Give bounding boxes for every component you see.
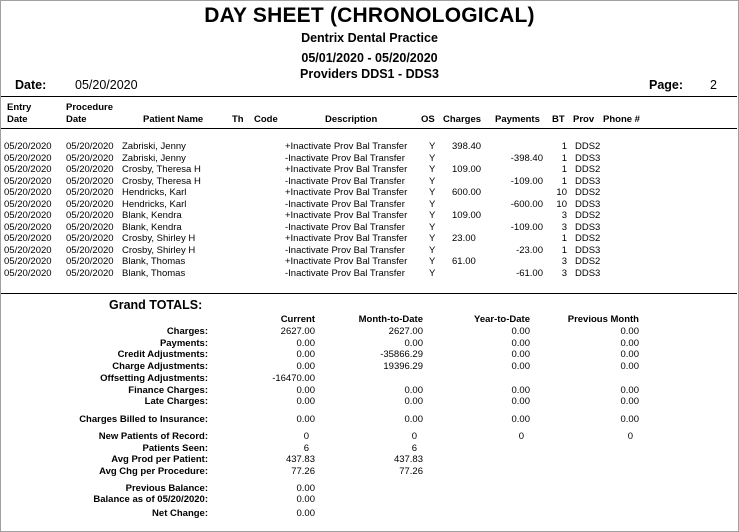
row-patient-name: Crosby, Shirley H bbox=[122, 233, 196, 244]
totals-label: New Patients of Record: bbox=[98, 431, 208, 442]
report-title: DAY SHEET (CHRONOLOGICAL) bbox=[204, 4, 535, 27]
row-entry-date: 05/20/2020 bbox=[4, 256, 52, 267]
total-month-to-date: 0.00 bbox=[404, 338, 423, 349]
row-os: Y bbox=[429, 210, 436, 221]
table-row bbox=[0, 141, 739, 153]
row-procedure-date: 05/20/2020 bbox=[66, 210, 114, 221]
row-os: Y bbox=[429, 198, 436, 210]
totals-row bbox=[0, 454, 739, 466]
col-procedure: Procedure bbox=[66, 102, 113, 113]
row-bt: 3 bbox=[561, 256, 567, 267]
total-year-to-date: 0.00 bbox=[511, 414, 530, 425]
row-description: -Inactivate Prov Bal Transfer bbox=[285, 267, 405, 279]
total-month-to-date: 77.26 bbox=[399, 466, 423, 477]
row-patient-name: Crosby, Theresa H bbox=[122, 164, 201, 175]
col-charges: Charges bbox=[443, 114, 482, 125]
row-description: +Inactivate Prov Bal Transfer bbox=[285, 164, 408, 175]
totals-row bbox=[0, 349, 739, 361]
row-procedure-date: 05/20/2020 bbox=[66, 267, 114, 279]
row-bt: 1 bbox=[561, 164, 567, 175]
row-payments: -61.00 bbox=[516, 267, 543, 279]
row-bt: 1 bbox=[561, 244, 567, 256]
total-previous-month: 0 bbox=[627, 431, 633, 442]
col-payments: Payments bbox=[495, 114, 540, 125]
row-patient-name: Hendricks, Karl bbox=[122, 187, 187, 198]
total-current: 2627.00 bbox=[280, 326, 315, 337]
total-month-to-date: -35866.29 bbox=[380, 349, 423, 360]
total-current: 0.00 bbox=[296, 338, 315, 349]
row-procedure-date: 05/20/2020 bbox=[66, 141, 114, 152]
row-provider: DDS2 bbox=[575, 141, 601, 152]
row-procedure-date: 05/20/2020 bbox=[66, 221, 114, 233]
divider-top bbox=[1, 96, 737, 97]
total-previous-month: 0.00 bbox=[620, 414, 639, 425]
total-month-to-date: 0.00 bbox=[404, 414, 423, 425]
total-previous-month: 0.00 bbox=[620, 361, 639, 372]
table-row bbox=[0, 187, 739, 199]
row-description: -Inactivate Prov Bal Transfer bbox=[285, 244, 405, 256]
total-previous-month: 0.00 bbox=[620, 349, 639, 360]
totals-label: Payments: bbox=[159, 338, 208, 349]
row-os: Y bbox=[429, 141, 436, 152]
row-payments: -109.00 bbox=[510, 175, 543, 187]
total-current: 437.83 bbox=[285, 454, 315, 465]
row-patient-name: Blank, Thomas bbox=[122, 267, 186, 279]
row-os: Y bbox=[429, 233, 436, 244]
row-charges: 109.00 bbox=[452, 164, 482, 175]
row-provider: DDS3 bbox=[575, 244, 601, 256]
divider-header bbox=[1, 128, 737, 129]
total-year-to-date: 0.00 bbox=[511, 349, 530, 360]
row-os: Y bbox=[429, 267, 436, 279]
totals-row bbox=[0, 396, 739, 408]
table-row bbox=[0, 256, 739, 268]
row-entry-date: 05/20/2020 bbox=[4, 187, 52, 198]
row-procedure-date: 05/20/2020 bbox=[66, 244, 114, 256]
totals-label: Patients Seen: bbox=[142, 443, 208, 454]
row-provider: DDS3 bbox=[575, 221, 601, 233]
row-procedure-date: 05/20/2020 bbox=[66, 198, 114, 210]
total-month-to-date: 19396.29 bbox=[383, 361, 423, 372]
row-entry-date: 05/20/2020 bbox=[4, 221, 52, 233]
row-entry-date: 05/20/2020 bbox=[4, 267, 52, 279]
totals-label: Net Change: bbox=[152, 508, 208, 519]
total-current: 77.26 bbox=[291, 466, 315, 477]
col-provider: Prov bbox=[573, 114, 595, 125]
total-current: 0 bbox=[303, 431, 309, 442]
total-month-to-date: 437.83 bbox=[393, 454, 423, 465]
row-description: +Inactivate Prov Bal Transfer bbox=[285, 256, 408, 267]
row-provider: DDS2 bbox=[575, 233, 601, 244]
row-description: -Inactivate Prov Bal Transfer bbox=[285, 152, 405, 164]
table-row bbox=[0, 199, 739, 211]
table-row bbox=[0, 176, 739, 188]
table-row bbox=[0, 222, 739, 234]
total-year-to-date: 0.00 bbox=[511, 396, 530, 407]
row-procedure-date: 05/20/2020 bbox=[66, 256, 114, 267]
total-month-to-date: 2627.00 bbox=[388, 326, 423, 337]
total-current: 0.00 bbox=[296, 508, 315, 519]
practice-name: Dentrix Dental Practice bbox=[301, 31, 438, 45]
row-procedure-date: 05/20/2020 bbox=[66, 175, 114, 187]
row-patient-name: Blank, Kendra bbox=[122, 221, 182, 233]
row-payments: -23.00 bbox=[516, 244, 543, 256]
row-description: +Inactivate Prov Bal Transfer bbox=[285, 233, 408, 244]
row-entry-date: 05/20/2020 bbox=[4, 152, 52, 164]
date-label: Date: bbox=[15, 78, 47, 92]
totals-label: Charges: bbox=[166, 326, 208, 337]
col-tooth: Th bbox=[232, 114, 244, 125]
row-description: +Inactivate Prov Bal Transfer bbox=[285, 141, 408, 152]
row-patient-name: Crosby, Theresa H bbox=[122, 175, 201, 187]
row-provider: DDS2 bbox=[575, 210, 601, 221]
col-procedure-date: Date bbox=[66, 114, 87, 125]
totals-label: Offsetting Adjustments: bbox=[100, 373, 208, 384]
totals-label: Late Charges: bbox=[144, 396, 208, 407]
date-range: 05/01/2020 - 05/20/2020 bbox=[301, 51, 438, 65]
totals-col-ytd: Year-to-Date bbox=[474, 314, 530, 325]
totals-col-current: Current bbox=[280, 314, 315, 325]
table-row bbox=[0, 164, 739, 176]
row-os: Y bbox=[429, 256, 436, 267]
row-bt: 10 bbox=[556, 187, 567, 198]
row-entry-date: 05/20/2020 bbox=[4, 175, 52, 187]
row-charges: 398.40 bbox=[452, 141, 482, 152]
totals-row bbox=[0, 361, 739, 373]
table-row bbox=[0, 245, 739, 257]
col-description: Description bbox=[325, 114, 378, 125]
row-procedure-date: 05/20/2020 bbox=[66, 164, 114, 175]
totals-label: Previous Balance: bbox=[125, 483, 208, 494]
grand-totals-heading: Grand TOTALS: bbox=[109, 298, 203, 312]
row-entry-date: 05/20/2020 bbox=[4, 164, 52, 175]
total-current: 0.00 bbox=[296, 396, 315, 407]
row-description: +Inactivate Prov Bal Transfer bbox=[285, 210, 408, 221]
row-bt: 1 bbox=[561, 233, 567, 244]
totals-row bbox=[0, 466, 739, 478]
row-entry-date: 05/20/2020 bbox=[4, 198, 52, 210]
total-current: 6 bbox=[303, 443, 309, 454]
row-provider: DDS2 bbox=[575, 164, 601, 175]
providers-range: Providers DDS1 - DDS3 bbox=[300, 67, 439, 81]
row-bt: 3 bbox=[561, 210, 567, 221]
total-previous-month: 0.00 bbox=[620, 326, 639, 337]
row-charges: 109.00 bbox=[452, 210, 482, 221]
row-entry-date: 05/20/2020 bbox=[4, 141, 52, 152]
row-os: Y bbox=[429, 187, 436, 198]
row-procedure-date: 05/20/2020 bbox=[66, 187, 114, 198]
totals-label: Avg Chg per Procedure: bbox=[99, 466, 208, 477]
col-entry-date: Date bbox=[7, 114, 28, 125]
row-bt: 10 bbox=[556, 198, 567, 210]
total-year-to-date: 0.00 bbox=[511, 385, 530, 396]
row-os: Y bbox=[429, 175, 436, 187]
total-current: 0.00 bbox=[296, 361, 315, 372]
total-current: 0.00 bbox=[296, 385, 315, 396]
total-month-to-date: 6 bbox=[411, 443, 417, 454]
total-month-to-date: 0 bbox=[411, 431, 417, 442]
col-code: Code bbox=[254, 114, 278, 125]
row-charges: 61.00 bbox=[452, 256, 476, 267]
total-year-to-date: 0 bbox=[518, 431, 524, 442]
total-year-to-date: 0.00 bbox=[511, 338, 530, 349]
divider-totals bbox=[1, 293, 737, 294]
row-os: Y bbox=[429, 221, 436, 233]
total-current: 0.00 bbox=[296, 349, 315, 360]
total-year-to-date: 0.00 bbox=[511, 326, 530, 337]
row-payments: -600.00 bbox=[510, 198, 543, 210]
table-row bbox=[0, 210, 739, 222]
row-patient-name: Zabriski, Jenny bbox=[122, 141, 186, 152]
row-description: +Inactivate Prov Bal Transfer bbox=[285, 187, 408, 198]
col-os: OS bbox=[421, 114, 435, 125]
totals-label: Credit Adjustments: bbox=[117, 349, 208, 360]
totals-row bbox=[0, 373, 739, 385]
row-entry-date: 05/20/2020 bbox=[4, 210, 52, 221]
totals-label: Avg Prod per Patient: bbox=[111, 454, 208, 465]
total-current: 0.00 bbox=[296, 494, 315, 505]
row-patient-name: Blank, Thomas bbox=[122, 256, 186, 267]
totals-label: Charges Billed to Insurance: bbox=[79, 414, 208, 425]
row-os: Y bbox=[429, 244, 436, 256]
row-provider: DDS3 bbox=[575, 175, 601, 187]
totals-label: Balance as of 05/20/2020: bbox=[93, 494, 208, 505]
totals-label: Finance Charges: bbox=[128, 385, 208, 396]
total-current: 0.00 bbox=[296, 414, 315, 425]
total-previous-month: 0.00 bbox=[620, 396, 639, 407]
totals-row bbox=[0, 494, 739, 506]
total-year-to-date: 0.00 bbox=[511, 361, 530, 372]
totals-row bbox=[0, 508, 739, 520]
table-row bbox=[0, 233, 739, 245]
table-row bbox=[0, 153, 739, 165]
totals-row bbox=[0, 414, 739, 426]
row-provider: DDS3 bbox=[575, 267, 601, 279]
totals-row bbox=[0, 326, 739, 338]
row-description: -Inactivate Prov Bal Transfer bbox=[285, 198, 405, 210]
total-current: -16470.00 bbox=[272, 373, 315, 384]
row-patient-name: Blank, Kendra bbox=[122, 210, 182, 221]
table-row bbox=[0, 268, 739, 280]
row-provider: DDS3 bbox=[575, 198, 601, 210]
col-bt: BT bbox=[552, 114, 565, 125]
totals-row bbox=[0, 431, 739, 443]
totals-col-previous: Previous Month bbox=[567, 314, 639, 325]
row-provider: DDS2 bbox=[575, 187, 601, 198]
row-bt: 3 bbox=[561, 267, 567, 279]
row-procedure-date: 05/20/2020 bbox=[66, 233, 114, 244]
total-month-to-date: 0.00 bbox=[404, 396, 423, 407]
row-os: Y bbox=[429, 164, 436, 175]
row-payments: -109.00 bbox=[510, 221, 543, 233]
row-description: -Inactivate Prov Bal Transfer bbox=[285, 221, 405, 233]
totals-col-mtd: Month-to-Date bbox=[358, 314, 423, 325]
totals-label: Charge Adjustments: bbox=[112, 361, 208, 372]
row-description: -Inactivate Prov Bal Transfer bbox=[285, 175, 405, 187]
row-charges: 600.00 bbox=[452, 187, 482, 198]
total-previous-month: 0.00 bbox=[620, 385, 639, 396]
row-bt: 1 bbox=[561, 152, 567, 164]
row-patient-name: Zabriski, Jenny bbox=[122, 152, 186, 164]
row-provider: DDS2 bbox=[575, 256, 601, 267]
row-entry-date: 05/20/2020 bbox=[4, 233, 52, 244]
row-patient-name: Hendricks, Karl bbox=[122, 198, 187, 210]
row-charges: 23.00 bbox=[452, 233, 476, 244]
page-label: Page: bbox=[649, 78, 684, 92]
row-patient-name: Crosby, Shirley H bbox=[122, 244, 196, 256]
col-patient-name: Patient Name bbox=[143, 114, 204, 125]
col-phone: Phone # bbox=[603, 114, 640, 125]
row-bt: 1 bbox=[561, 175, 567, 187]
total-previous-month: 0.00 bbox=[620, 338, 639, 349]
page-number: 2 bbox=[710, 78, 717, 92]
col-entry: Entry bbox=[7, 102, 32, 113]
row-os: Y bbox=[429, 152, 436, 164]
row-provider: DDS3 bbox=[575, 152, 601, 164]
row-bt: 1 bbox=[561, 141, 567, 152]
row-procedure-date: 05/20/2020 bbox=[66, 152, 114, 164]
row-payments: -398.40 bbox=[510, 152, 543, 164]
row-entry-date: 05/20/2020 bbox=[4, 244, 52, 256]
row-bt: 3 bbox=[561, 221, 567, 233]
total-month-to-date: 0.00 bbox=[404, 385, 423, 396]
total-current: 0.00 bbox=[296, 483, 315, 494]
date-value: 05/20/2020 bbox=[75, 78, 138, 92]
